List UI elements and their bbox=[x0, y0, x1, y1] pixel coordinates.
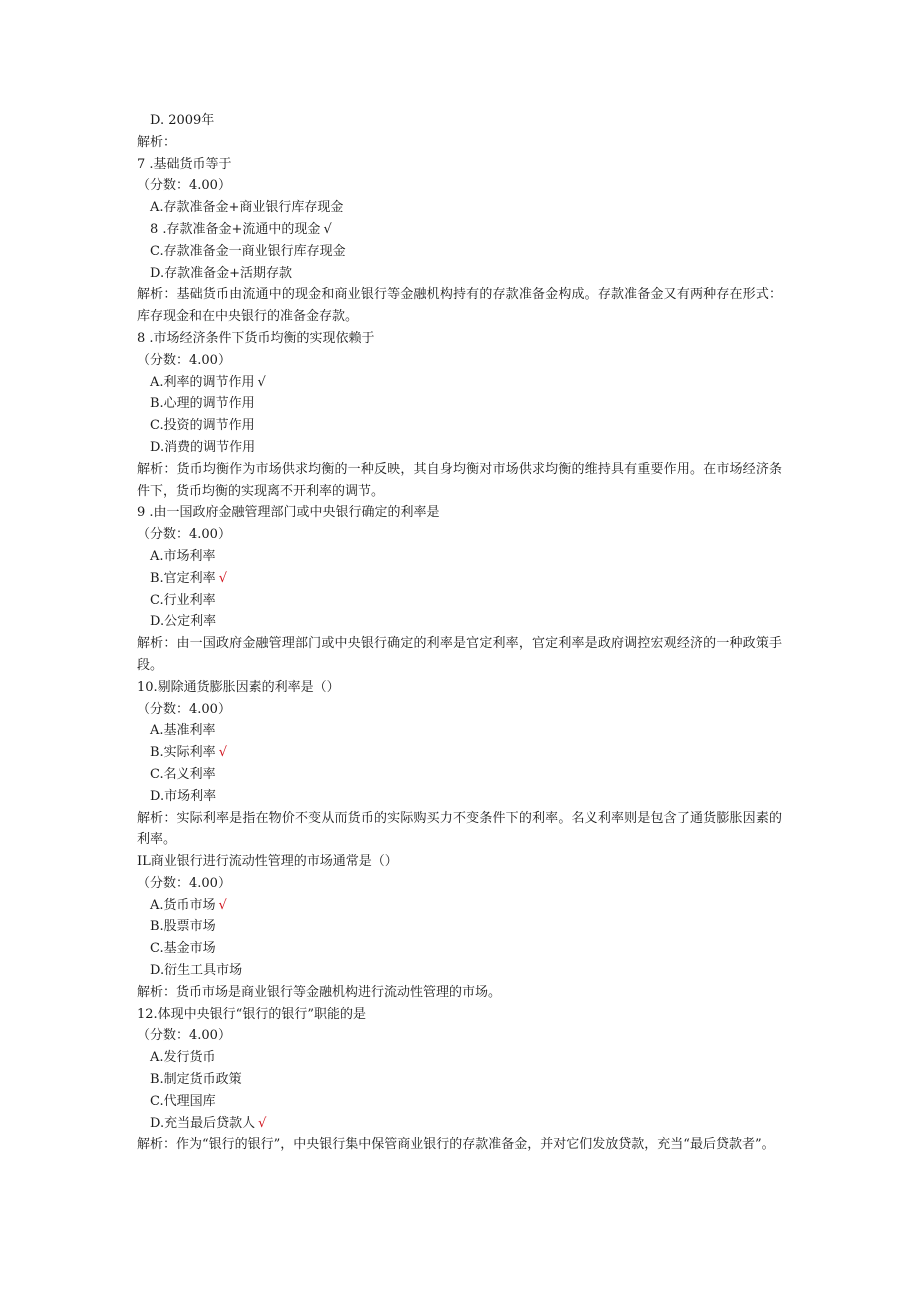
question-score bbox=[137, 699, 782, 721]
option-text: A.利率的调节作用 bbox=[150, 374, 255, 390]
answer-option bbox=[137, 1113, 782, 1135]
question-score bbox=[137, 175, 782, 197]
option-text: C.行业利率 bbox=[150, 592, 216, 608]
option-text: C.名义利率 bbox=[150, 766, 216, 782]
correct-check-icon: √ bbox=[218, 570, 227, 586]
answer-option bbox=[137, 263, 782, 285]
question-text: 8 .市场经济条件下货币均衡的实现依赖于 bbox=[137, 330, 375, 346]
correct-check-icon: √ bbox=[218, 745, 227, 761]
option-text: D.衍生工具市场 bbox=[150, 963, 243, 979]
option-text: 8 .存款准备金+流通中的现金 bbox=[150, 221, 321, 237]
question-score bbox=[137, 350, 782, 372]
option-text: C.投资的调节作用 bbox=[150, 418, 255, 434]
option-text: B.制定货币政策 bbox=[150, 1072, 242, 1088]
option-text: D.公定利率 bbox=[150, 614, 217, 630]
analysis-text: 解析：货币市场是商业银行等金融机构进行流动性管理的市场。 bbox=[137, 984, 502, 1000]
score-text: （分数：4.00） bbox=[137, 527, 231, 543]
answer-option bbox=[137, 1091, 782, 1113]
answer-option bbox=[137, 1069, 782, 1091]
analysis-text bbox=[137, 284, 782, 328]
option-text: A.基准利率 bbox=[150, 723, 216, 739]
exam-document bbox=[137, 110, 782, 1156]
question-text: 10.剔除通货膨胀因素的利率是（） bbox=[137, 679, 340, 695]
question-score bbox=[137, 873, 782, 895]
answer-option bbox=[137, 916, 782, 938]
option-text: D. 2009年 bbox=[150, 113, 215, 128]
answer-option bbox=[137, 895, 782, 917]
analysis-text bbox=[137, 132, 782, 154]
correct-check-icon: √ bbox=[323, 221, 332, 237]
option-text: C.代理国库 bbox=[150, 1093, 216, 1109]
question-title bbox=[137, 328, 782, 350]
question-score bbox=[137, 524, 782, 546]
answer-option bbox=[137, 720, 782, 742]
score-text: （分数：4.00） bbox=[137, 875, 231, 891]
score-text: （分数：4.00） bbox=[137, 1028, 231, 1044]
analysis-text: 解析：实际利率是指在物价不变从而货币的实际购买力不变条件下的利率。名义利率则是包含了通货膨胀因素的利率。 bbox=[137, 810, 782, 848]
question-text: 9 .由一国政府金融管理部门或中央银行确定的利率是 bbox=[137, 505, 440, 521]
answer-option bbox=[137, 372, 782, 394]
analysis-text bbox=[137, 633, 782, 677]
option-text: A.货币市场 bbox=[150, 897, 216, 913]
answer-option bbox=[137, 590, 782, 612]
option-text: B.股票市场 bbox=[150, 919, 216, 935]
answer-option bbox=[137, 393, 782, 415]
correct-check-icon: √ bbox=[218, 897, 227, 913]
question-text: IL商业银行进行流动性管理的市场通常是（） bbox=[137, 854, 398, 870]
analysis-text: 解析：货币均衡作为市场供求均衡的一种反映，其自身均衡对市场供求均衡的维持具有重要作用。在市场经济条件下，货币均衡的实现离不开利率的调节。 bbox=[137, 461, 782, 499]
option-text: C.基金市场 bbox=[150, 941, 216, 957]
option-text: A.存款准备金+商业银行库存现金 bbox=[150, 200, 344, 216]
answer-option bbox=[137, 960, 782, 982]
question-text: 7 .基础货币等于 bbox=[137, 156, 232, 172]
question-text: 12.体现中央银行“银行的银行”职能的是 bbox=[137, 1006, 366, 1022]
answer-option bbox=[137, 1047, 782, 1069]
option-text: B.实际利率 bbox=[150, 745, 216, 761]
answer-option bbox=[137, 742, 782, 764]
option-text: D.消费的调节作用 bbox=[150, 439, 256, 455]
question-title bbox=[137, 677, 782, 699]
question-title bbox=[137, 154, 782, 176]
analysis-text: 解析：基础货币由流通中的现金和商业银行等金融机构持有的存款准备金构成。存款准备金又有两种存在形式：库存现金和在中央银行的准备金存款。 bbox=[137, 287, 782, 325]
answer-option bbox=[137, 546, 782, 568]
answer-option bbox=[137, 219, 782, 241]
answer-option bbox=[137, 938, 782, 960]
analysis-text bbox=[137, 1134, 782, 1156]
question-title bbox=[137, 851, 782, 873]
answer-option bbox=[137, 437, 782, 459]
option-text: D.存款准备金+活期存款 bbox=[150, 265, 292, 281]
answer-option bbox=[137, 611, 782, 633]
option-text: B.官定利率 bbox=[150, 570, 216, 586]
option-text: D.市场利率 bbox=[150, 788, 217, 804]
answer-option bbox=[137, 764, 782, 786]
answer-option bbox=[137, 241, 782, 263]
analysis-text: 解析：由一国政府金融管理部门或中央银行确定的利率是官定利率，官定利率是政府调控宏观经济的一种政策手段。 bbox=[137, 636, 782, 673]
score-text: （分数：4.00） bbox=[137, 178, 231, 194]
option-text: C.存款准备金一商业银行库存现金 bbox=[150, 243, 346, 259]
analysis-text bbox=[137, 808, 782, 852]
question-score bbox=[137, 1025, 782, 1047]
correct-check-icon: √ bbox=[258, 1115, 267, 1131]
answer-option bbox=[137, 110, 782, 132]
option-text: A.市场利率 bbox=[150, 548, 216, 564]
question-title bbox=[137, 1004, 782, 1026]
question-title bbox=[137, 502, 782, 524]
correct-check-icon: √ bbox=[257, 374, 266, 390]
score-text: （分数：4.00） bbox=[137, 352, 231, 368]
analysis-text: 解析： bbox=[137, 134, 177, 150]
answer-option bbox=[137, 415, 782, 437]
answer-option bbox=[137, 786, 782, 808]
analysis-text bbox=[137, 982, 782, 1004]
option-text: D.充当最后贷款人 bbox=[150, 1115, 256, 1131]
answer-option bbox=[137, 568, 782, 590]
answer-option bbox=[137, 197, 782, 219]
analysis-text bbox=[137, 459, 782, 503]
analysis-text: 解析：作为“银行的银行”，中央银行集中保管商业银行的存款准备金，并对它们发放贷款，充当“最后贷款者”。 bbox=[137, 1137, 775, 1153]
option-text: B.心理的调节作用 bbox=[150, 396, 255, 412]
option-text: A.发行货币 bbox=[150, 1050, 216, 1066]
score-text: （分数：4.00） bbox=[137, 701, 231, 717]
